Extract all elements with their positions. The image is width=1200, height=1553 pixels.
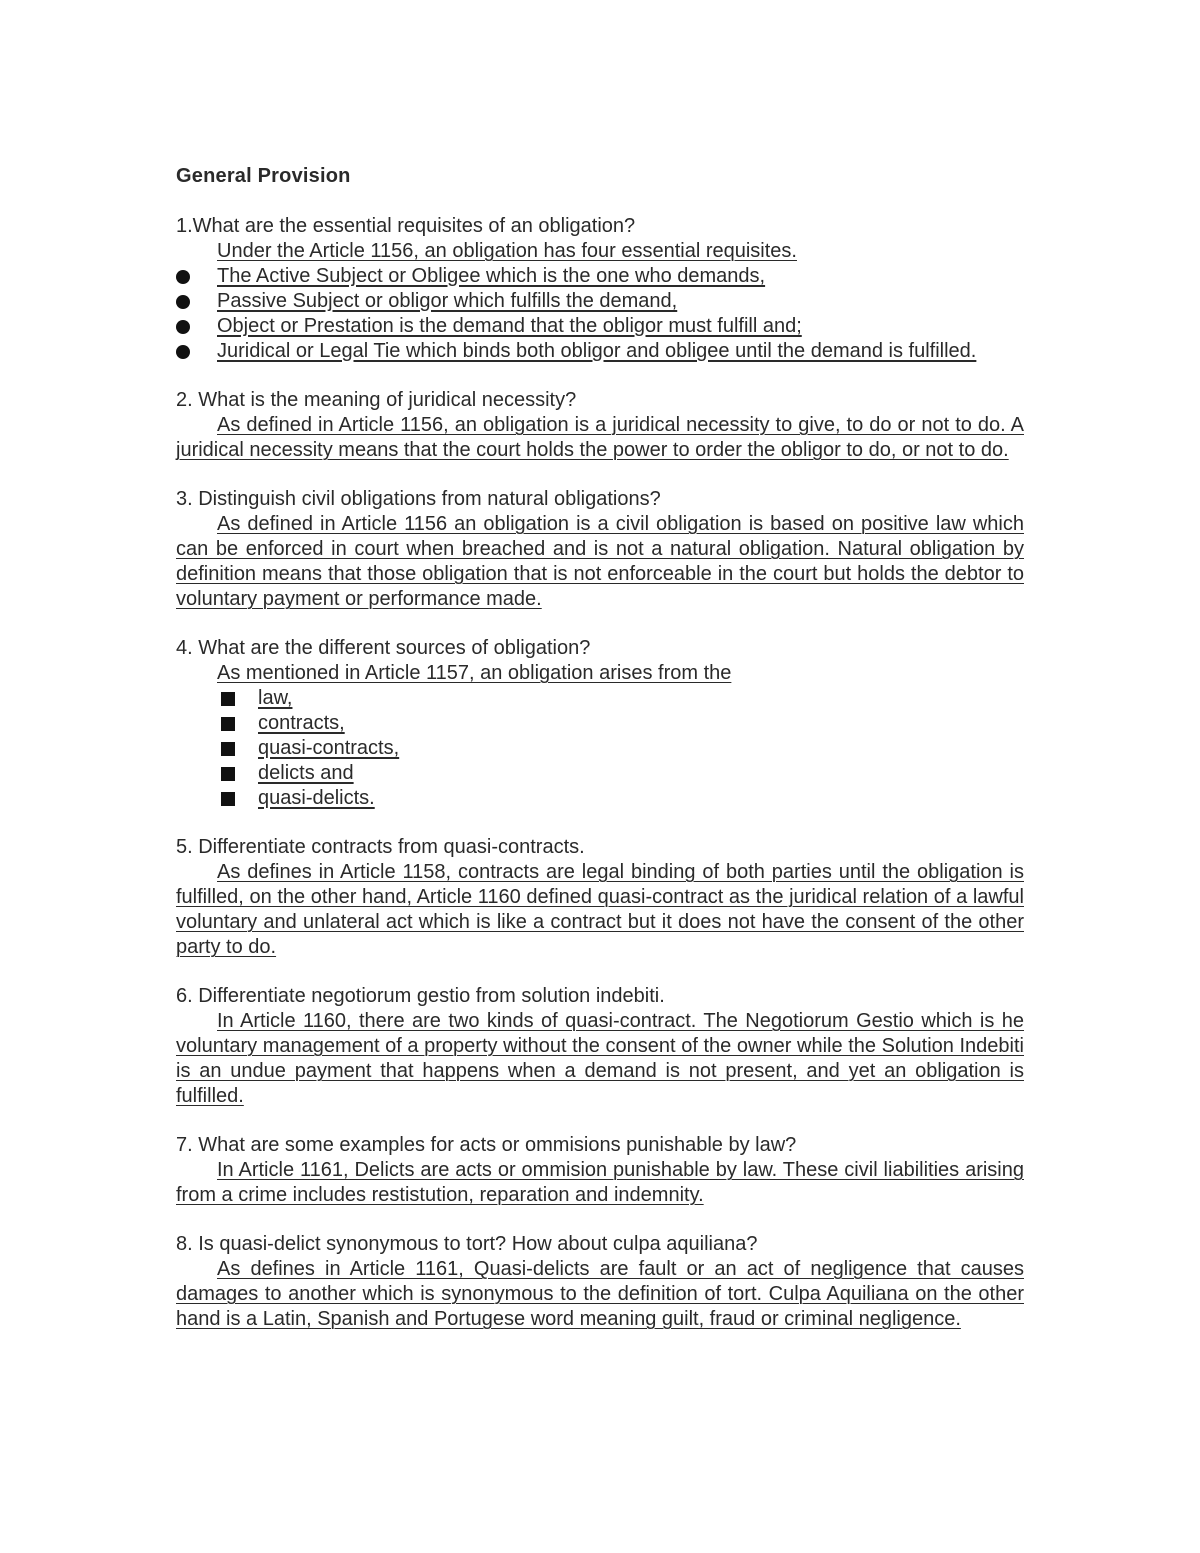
- answer-6: In Article 1160, there are two kinds of quasi-contract. The Negotiorum Gestio which is he voluntary management of a property without the consent of the owner while the Solution Indebiti is an undue payment that happens when a demand is not present, and yet an obligation is fulfilled.: [176, 1010, 1024, 1107]
- bullet-icon: [176, 345, 190, 359]
- question-1: 1.What are the essential requisites of an obligation?: [176, 215, 636, 237]
- question-block-1: [176, 214, 1024, 364]
- answer-5: As defines in Article 1158, contracts are legal binding of both parties until the obligation is fulfilled, on the other hand, Article 1160 defined quasi-contract as the juridical relation of a lawful voluntary and unlateral act which is like a contract but it does not have the consent of the other party to do.: [176, 861, 1024, 958]
- question-6: 6. Differentiate negotiorum gestio from solution indebiti.: [176, 985, 665, 1007]
- list-item: law,: [176, 686, 1024, 711]
- bullet-icon: [176, 320, 190, 334]
- answer-4-intro: As mentioned in Article 1157, an obligation arises from the: [217, 662, 732, 684]
- square-bullet-icon: [221, 717, 235, 731]
- question-block-2: [176, 388, 1024, 463]
- list-item: Juridical or Legal Tie which binds both obligor and obligee until the demand is fulfilled.: [176, 339, 1024, 364]
- answer-7: In Article 1161, Delicts are acts or ommision punishable by law. These civil liabilities arising from a crime includes restistution, reparation and indemnity.: [176, 1159, 1024, 1206]
- question-5: 5. Differentiate contracts from quasi-contracts.: [176, 836, 585, 858]
- answer-3: As defined in Article 1156 an obligation is a civil obligation is based on positive law which can be enforced in court when breached and is not a natural obligation. Natural obligation by definition means that those obligation that is not enforceable in the court but holds the debtor to voluntary payment or performance made.: [176, 513, 1024, 610]
- square-bullet-icon: [221, 792, 235, 806]
- answer-1-intro: Under the Article 1156, an obligation has four essential requisites.: [217, 240, 797, 262]
- bullet-icon: [176, 270, 190, 284]
- question-8: 8. Is quasi-delict synonymous to tort? How about culpa aquiliana?: [176, 1233, 758, 1255]
- bullet-icon: [176, 295, 190, 309]
- question-3: 3. Distinguish civil obligations from natural obligations?: [176, 488, 661, 510]
- square-bullet-icon: [221, 767, 235, 781]
- question-block-5: [176, 835, 1024, 960]
- list-item: contracts,: [176, 711, 1024, 736]
- list-item: quasi-delicts.: [176, 786, 1024, 811]
- list-item: The Active Subject or Obligee which is the one who demands,: [176, 264, 1024, 289]
- requisites-list: [176, 264, 1024, 364]
- question-block-4: [176, 636, 1024, 811]
- question-block-7: [176, 1133, 1024, 1208]
- answer-2: As defined in Article 1156, an obligation is a juridical necessity to give, to do or not to do. A juridical necessity means that the court holds the power to order the obligor to do, or not to do.: [176, 414, 1024, 461]
- question-7: 7. What are some examples for acts or ommisions punishable by law?: [176, 1134, 797, 1156]
- list-item: Passive Subject or obligor which fulfills the demand,: [176, 289, 1024, 314]
- question-block-3: [176, 487, 1024, 612]
- page-title: General Provision: [176, 165, 351, 187]
- question-4: 4. What are the different sources of obligation?: [176, 637, 591, 659]
- question-2: 2. What is the meaning of juridical necessity?: [176, 389, 577, 411]
- question-block-8: [176, 1232, 1024, 1332]
- answer-8: As defines in Article 1161, Quasi-delicts are fault or an act of negligence that causes damages to another which is synonymous to the definition of tort. Culpa Aquiliana on the other hand is a Latin, Spanish and Portugese word meaning guilt, fraud or criminal negligence.: [176, 1258, 1024, 1330]
- list-item: delicts and: [176, 761, 1024, 786]
- square-bullet-icon: [221, 742, 235, 756]
- list-item: quasi-contracts,: [176, 736, 1024, 761]
- document-page: [176, 164, 1024, 1356]
- square-bullet-icon: [221, 692, 235, 706]
- list-item: Object or Prestation is the demand that the obligor must fulfill and;: [176, 314, 1024, 339]
- sources-list: [176, 686, 1024, 811]
- question-block-6: [176, 984, 1024, 1109]
